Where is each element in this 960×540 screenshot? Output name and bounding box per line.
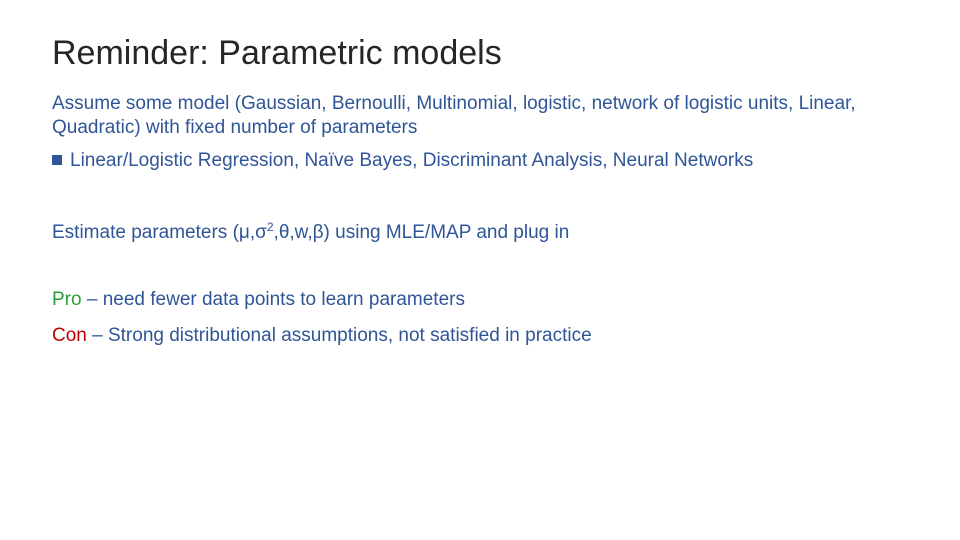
estimate-suffix: ,θ,w,β) using MLE/MAP and plug in — [273, 222, 570, 243]
con-text: – Strong distributional assumptions, not satisfied in practice — [86, 325, 592, 346]
bullet-text: Linear/Logistic Regression, Naïve Bayes, Discriminant Analysis, Neural Networks — [70, 150, 754, 171]
square-bullet-icon — [52, 155, 62, 165]
con-label: Con — [52, 325, 87, 346]
pro-label: Pro — [52, 289, 82, 310]
estimate-prefix: Estimate parameters (μ,σ — [52, 222, 267, 243]
model-assumption-paragraph: Assume some model (Gaussian, Bernoulli, Multinomial, logistic, network of logistic units, Linear, Quadratic) with fixed number of parameters — [52, 93, 856, 138]
con-line — [52, 324, 912, 348]
bullet-item — [52, 149, 753, 173]
pro-text: – need fewer data points to learn parameters — [81, 289, 465, 310]
estimate-parameters-line — [52, 215, 912, 245]
pro-line — [52, 288, 912, 312]
estimate-superscript: 2 — [266, 220, 274, 234]
slide-title: Reminder: Parametric models — [52, 34, 502, 72]
